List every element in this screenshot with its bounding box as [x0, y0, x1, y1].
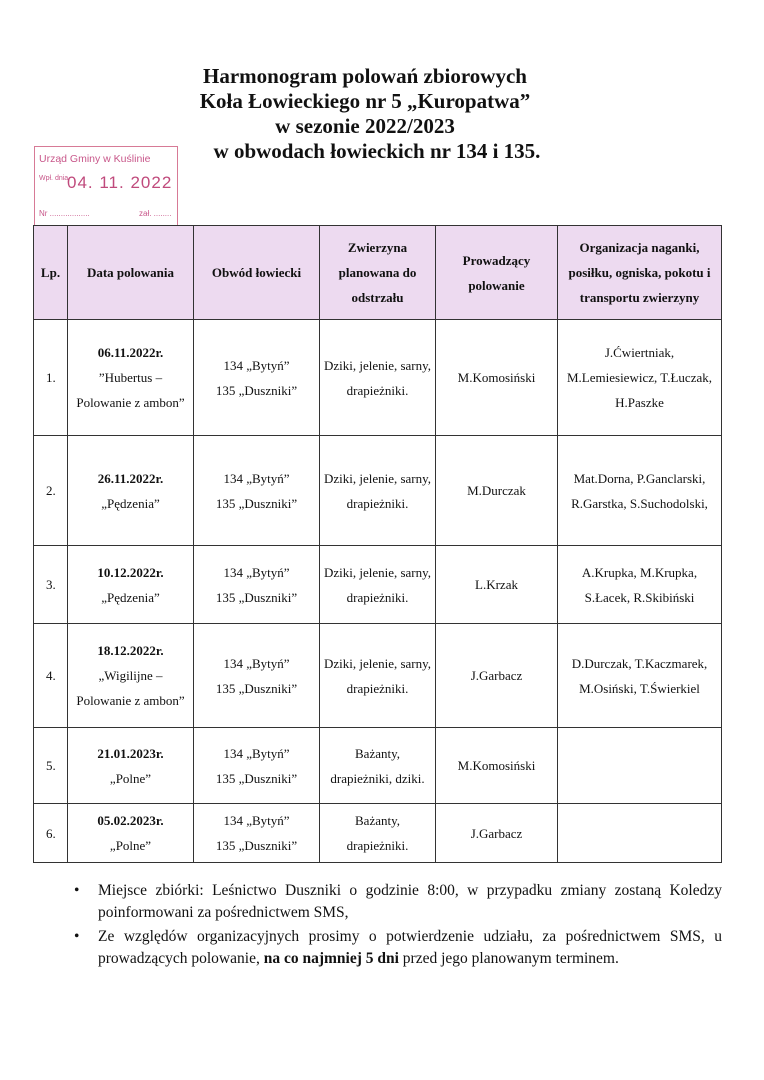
row-leader: M.Komosiński: [436, 320, 558, 436]
title-line-4: w obwodach łowieckich nr 134 i 135.: [213, 139, 541, 163]
notes-list: [72, 880, 722, 972]
row-date-cell: [68, 320, 194, 436]
row-leader: M.Durczak: [436, 436, 558, 546]
table-header-row: [34, 226, 722, 320]
row-hunt-name: „Polne”: [109, 838, 152, 853]
note-confirmation: [72, 926, 722, 970]
row-date: 26.11.2022r.: [97, 470, 164, 486]
row-lp: 6.: [34, 804, 68, 863]
row-hunt-name: „Polne”: [109, 770, 152, 786]
stamp-office: Urząd Gminy w Kuślinie: [39, 153, 151, 165]
hunting-schedule-table: [33, 225, 722, 863]
row-lp: 1.: [34, 320, 68, 436]
row-district-cell: [194, 728, 320, 804]
row-district-2: 135 „Duszniki”: [215, 382, 298, 398]
row-organization: A.Krupka, M.Krupka, S.Łacek, R.Skibiński: [558, 546, 722, 624]
table-row: [34, 436, 722, 546]
table-row: [34, 804, 722, 863]
row-date: 06.11.2022r.: [97, 345, 164, 360]
row-organization: J.Ćwiertniak, M.Lemiesiewicz, T.Łuczak, H.Paszke: [558, 320, 722, 436]
row-leader: J.Garbacz: [436, 804, 558, 863]
row-district-2: 135 „Duszniki”: [215, 770, 298, 786]
row-district-cell: [194, 546, 320, 624]
row-date: 21.01.2023r.: [97, 745, 164, 761]
row-organization: Mat.Dorna, P.Ganclarski, R.Garstka, S.Suchodolski,: [558, 436, 722, 546]
stamp-date: 04. 11. 2022: [67, 173, 173, 192]
row-game: Dziki, jelenie, sarny, drapieżniki.: [320, 320, 436, 436]
row-organization: [558, 728, 722, 804]
row-district-1: 134 „Bytyń”: [223, 655, 290, 671]
header-game: Zwierzyna planowana do odstrzału: [320, 226, 436, 320]
row-lp: 3.: [34, 546, 68, 624]
row-leader: J.Garbacz: [436, 624, 558, 728]
row-district-cell: [194, 436, 320, 546]
row-leader: M.Komosiński: [436, 728, 558, 804]
document-title: [150, 64, 580, 164]
note-2-deadline: na co najmniej 5 dni: [263, 950, 399, 967]
bullet-icon: •: [74, 882, 80, 899]
row-district-2: 135 „Duszniki”: [215, 680, 298, 696]
row-organization: [558, 804, 722, 863]
table-row: [34, 728, 722, 804]
row-district-cell: [194, 624, 320, 728]
row-game: Dziki, jelenie, sarny, drapieżniki.: [320, 546, 436, 624]
row-district-1: 134 „Bytyń”: [223, 813, 290, 828]
header-lp: Lp.: [34, 226, 68, 320]
note-meeting-place: [72, 880, 722, 924]
row-hunt-name: „Pędzenia”: [101, 589, 160, 605]
header-district: Obwód łowiecki: [194, 226, 320, 320]
row-leader: L.Krzak: [436, 546, 558, 624]
note-2-text-start: Ze względów organizacyjnych prosimy o potwierdzenie udziału, za pośrednictwem SMS, u prowadzących polowanie,: [98, 928, 722, 967]
stamp-number-label: Nr ..................: [39, 209, 90, 218]
row-game: Bażanty, drapieżniki.: [320, 804, 436, 863]
row-district-1: 134 „Bytyń”: [223, 357, 290, 373]
row-district-1: 134 „Bytyń”: [223, 745, 290, 761]
bullet-icon: •: [74, 928, 80, 945]
row-district-cell: [194, 804, 320, 863]
row-game: Bażanty, drapieżniki, dziki.: [320, 728, 436, 804]
table-row: [34, 546, 722, 624]
row-date: 10.12.2022r.: [97, 564, 164, 580]
row-lp: 4.: [34, 624, 68, 728]
row-date-cell: [68, 546, 194, 624]
row-district-2: 135 „Duszniki”: [215, 589, 298, 605]
row-hunt-name: „Pędzenia”: [101, 495, 160, 511]
row-date-cell: [68, 436, 194, 546]
receipt-stamp: [34, 146, 178, 230]
row-game: Dziki, jelenie, sarny, drapieżniki.: [320, 624, 436, 728]
row-district-2: 135 „Duszniki”: [215, 495, 298, 511]
row-district-2: 135 „Duszniki”: [215, 838, 298, 853]
row-organization: D.Durczak, T.Kaczmarek, M.Osiński, T.Świerkiel: [558, 624, 722, 728]
header-leader: Prowadzący polowanie: [436, 226, 558, 320]
row-lp: 5.: [34, 728, 68, 804]
row-date-cell: [68, 728, 194, 804]
note-1-text: Miejsce zbiórki: Leśnictwo Duszniki o godzinie 8:00, w przypadku zmiany zostaną Koledzy poinformowani za pośrednictwem SMS,: [98, 882, 722, 921]
row-district-1: 134 „Bytyń”: [223, 470, 290, 486]
header-organization: Organizacja naganki, posiłku, ogniska, pokotu i transportu zwierzyny: [558, 226, 722, 320]
table-row: [34, 624, 722, 728]
title-line-2: Koła Łowieckiego nr 5 „Kuropatwa”: [199, 89, 531, 113]
row-hunt-name: „Wigilijne – Polowanie z ambon”: [76, 668, 185, 708]
row-lp: 2.: [34, 436, 68, 546]
stamp-attachments-label: zał. ........: [139, 209, 172, 218]
row-district-1: 134 „Bytyń”: [223, 564, 290, 580]
row-date: 05.02.2023r.: [97, 813, 164, 828]
stamp-received-label: Wpł. dnia: [39, 175, 69, 182]
row-district-cell: [194, 320, 320, 436]
row-date: 18.12.2022r.: [97, 643, 164, 658]
title-line-3: w sezonie 2022/2023: [275, 114, 455, 138]
row-date-cell: [68, 804, 194, 863]
note-2-text-end: przed jego planowanym terminem.: [398, 950, 619, 967]
row-date-cell: [68, 624, 194, 728]
row-game: Dziki, jelenie, sarny, drapieżniki.: [320, 436, 436, 546]
table-row: [34, 320, 722, 436]
header-date: Data polowania: [68, 226, 194, 320]
row-hunt-name: ”Hubertus – Polowanie z ambon”: [76, 370, 185, 410]
title-line-1: Harmonogram polowań zbiorowych: [203, 64, 527, 88]
